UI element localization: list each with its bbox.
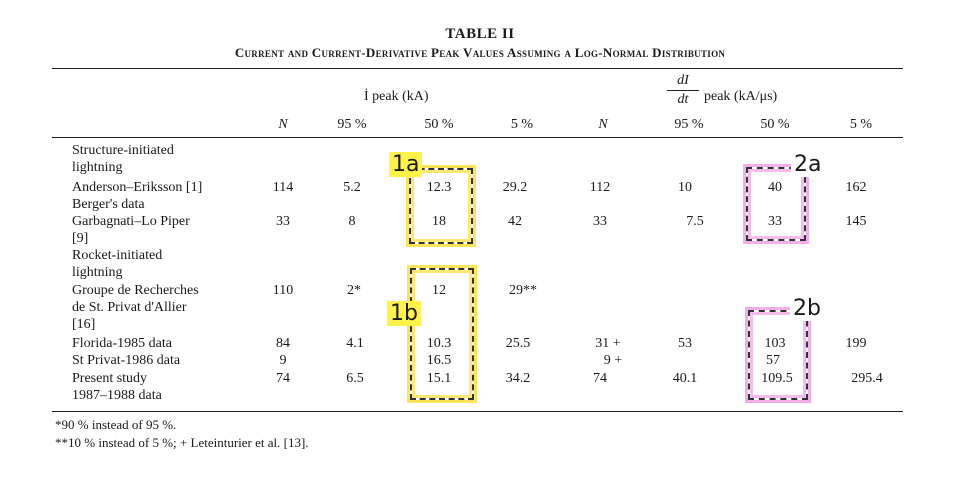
col-n-current: N — [278, 117, 288, 132]
fraction-bar — [667, 90, 699, 91]
table-cell: 12 — [432, 283, 446, 298]
table-title: TABLE II — [445, 26, 515, 42]
row-label-groupe-cont: de St. Privat d'Allier — [72, 300, 187, 315]
row-label-garbagnati: Garbagnati–Lo Piper — [72, 214, 190, 229]
table-cell: 29.2 — [502, 180, 528, 195]
footnote-1: *90 % instead of 95 %. — [55, 417, 177, 432]
table-cell: 40 — [768, 180, 782, 195]
footnote-2: **10 % instead of 5 %; + Leteinturier et al. [13]. — [55, 435, 309, 450]
col-5-derivative: 5 % — [849, 117, 873, 132]
table-cell: 103 — [764, 336, 786, 351]
table-cell: 199 — [845, 336, 867, 351]
top-rule — [52, 68, 903, 69]
table-cell: 2* — [347, 283, 361, 298]
row-label-florida: Florida-1985 data — [72, 336, 172, 351]
table-cell: 5.2 — [343, 180, 361, 195]
table-cell: 53 — [678, 336, 692, 351]
table-cell: 74 — [593, 371, 607, 386]
table-cell: 31 + — [595, 336, 621, 351]
table-cell: 110 — [272, 283, 294, 298]
derivative-fraction — [667, 73, 699, 108]
row-label-present: Present study — [72, 371, 148, 386]
col-50-derivative: 50 % — [760, 117, 790, 132]
table-cell: 16.5 — [426, 353, 452, 368]
table-cell: 34.2 — [505, 371, 531, 386]
table-cell: 40.1 — [672, 371, 698, 386]
row-label-groupe-ref: [16] — [72, 317, 96, 332]
annotation-label-2a: 2a — [791, 152, 824, 177]
table-cell: 10 — [678, 180, 692, 195]
table-cell: 162 — [845, 180, 867, 195]
header-rule — [52, 137, 903, 138]
col-50-current: 50 % — [424, 117, 454, 132]
highlight-box-1a — [409, 168, 473, 244]
annotation-label-2b: 2b — [790, 296, 824, 321]
annotation-label-1a: 1a — [389, 152, 422, 177]
table-cell: 7.5 — [686, 214, 704, 229]
derivative-peak-header: peak (kA/μs) — [704, 89, 778, 104]
table-cell: 8 — [348, 214, 356, 229]
row-label-present-cont: 1987–1988 data — [72, 388, 162, 403]
row-label-groupe: Groupe de Recherches — [72, 283, 199, 298]
col-95-current: 95 % — [337, 117, 367, 132]
table-cell: 74 — [276, 371, 290, 386]
row-label-anderson: Anderson–Eriksson [1] — [72, 180, 203, 195]
table-cell: 145 — [845, 214, 867, 229]
row-label-garbagnati-ref: [9] — [72, 231, 89, 246]
table-cell: 4.1 — [346, 336, 364, 351]
table-cell: 29** — [509, 283, 537, 298]
section-rocket-cont: lightning — [72, 265, 123, 280]
table-cell: 10.3 — [426, 336, 452, 351]
table-cell: 33 — [276, 214, 290, 229]
derivative-denominator: dt — [677, 92, 689, 107]
highlight-box-1b — [410, 268, 474, 400]
table-cell: 33 — [593, 214, 607, 229]
col-5-current: 5 % — [510, 117, 534, 132]
table-cell: 12.3 — [426, 180, 452, 195]
row-label-anderson-cont: Berger's data — [72, 197, 145, 212]
table-cell: 15.1 — [426, 371, 452, 386]
bottom-rule — [52, 411, 903, 412]
table-cell: 114 — [272, 180, 294, 195]
table-cell: 112 — [589, 180, 611, 195]
section-structure: Structure-initiated — [72, 143, 174, 158]
table-cell: 42 — [508, 214, 522, 229]
table-cell: 9 — [279, 353, 287, 368]
row-label-privat: St Privat-1986 data — [72, 353, 181, 368]
table-cell: 84 — [276, 336, 290, 351]
col-n-derivative: N — [598, 117, 608, 132]
table-cell: 295.4 — [851, 371, 883, 386]
current-peak-header: İ peak (kA) — [364, 89, 429, 104]
highlight-box-2b — [748, 310, 808, 400]
section-rocket: Rocket-initiated — [72, 248, 163, 263]
annotation-label-1b: 1b — [387, 301, 421, 326]
table-cell: 6.5 — [346, 371, 364, 386]
section-structure-cont: lightning — [72, 160, 123, 175]
table-cell: 57 — [766, 353, 780, 368]
table-cell: 25.5 — [505, 336, 531, 351]
table-cell: 109.5 — [761, 371, 793, 386]
highlight-box-2a — [746, 167, 806, 241]
col-95-derivative: 95 % — [674, 117, 704, 132]
table-cell: 18 — [432, 214, 446, 229]
table-cell: 9 + — [603, 353, 623, 368]
derivative-numerator: dI — [677, 73, 689, 88]
table-subtitle: Current and Current-Derivative Peak Values Assuming a Log-Normal Distribution — [234, 45, 726, 60]
table-cell: 33 — [768, 214, 782, 229]
